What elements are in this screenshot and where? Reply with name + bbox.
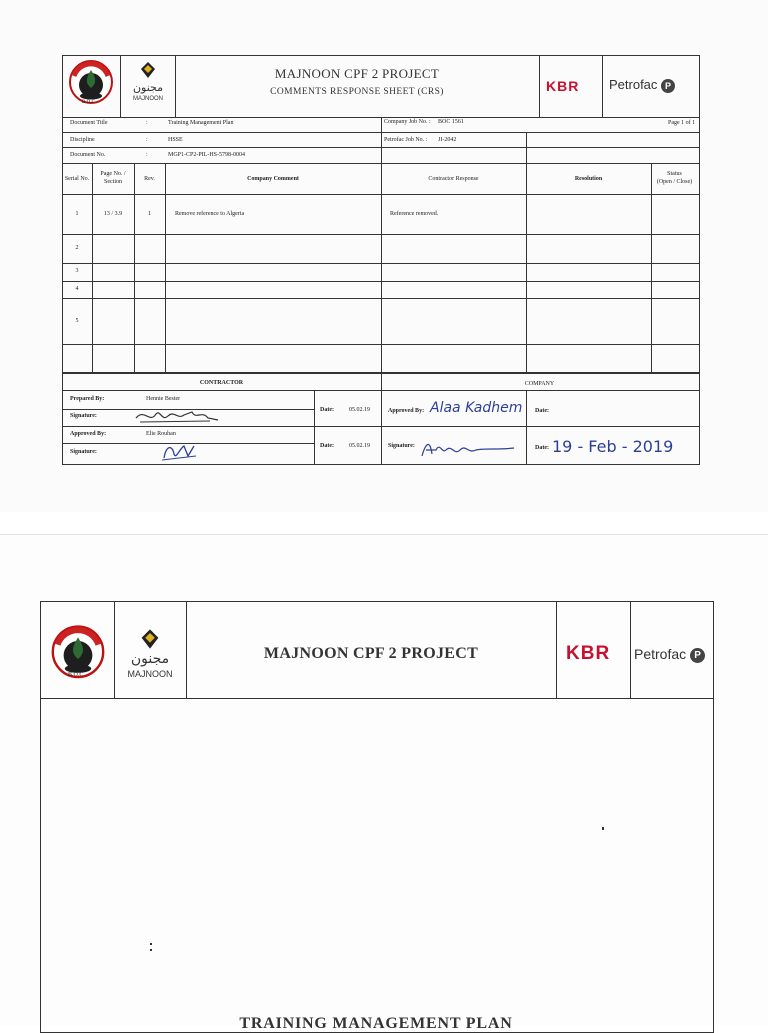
petrofac-mark-icon: P bbox=[661, 79, 675, 93]
document-page-cover bbox=[0, 534, 768, 1032]
doc-no-colon: : bbox=[146, 152, 148, 158]
approved-by-label: Approved By: bbox=[70, 431, 107, 437]
majnoon-logo bbox=[122, 58, 174, 113]
doc-title-colon: : bbox=[146, 120, 148, 126]
cover-body-title: TRAINING MANAGEMENT PLAN bbox=[239, 1015, 513, 1032]
crs-sheet-subtitle: COMMENTS RESPONSE SHEET (CRS) bbox=[270, 87, 444, 97]
scan-speck bbox=[150, 943, 152, 945]
date-label-2: Date: bbox=[320, 443, 334, 449]
row-1-rev: 1 bbox=[148, 211, 151, 217]
boc-logo-text: B.O.C bbox=[82, 100, 95, 105]
page-number: 1 bbox=[681, 120, 685, 126]
page-label: Page bbox=[668, 120, 680, 126]
prepared-by-signature bbox=[132, 406, 222, 428]
col-header-page-2: Section bbox=[104, 179, 122, 185]
majnoon-english-text: MAJNOON bbox=[127, 669, 173, 679]
petrofac-logo bbox=[609, 77, 675, 93]
date-label-1: Date: bbox=[320, 407, 334, 413]
page-total: 1 bbox=[692, 120, 696, 126]
petrofac-job-label: Petrofac Job No. : bbox=[384, 137, 428, 143]
discipline-colon: : bbox=[146, 137, 148, 143]
doc-no-value: MGP1-CP2-PIL-HS-5798-0004 bbox=[168, 152, 246, 158]
boc-logo bbox=[48, 623, 108, 683]
doc-no-label: Document No. bbox=[70, 152, 106, 158]
petrofac-mark-icon: P bbox=[690, 648, 705, 663]
col-header-resolution: Resolution bbox=[574, 176, 603, 182]
date-value-1: 05.02.19 bbox=[349, 407, 370, 413]
petrofac-logo-text: Petrofac bbox=[634, 646, 687, 662]
document-page-crs bbox=[0, 0, 768, 512]
approved-by-signature bbox=[160, 442, 200, 462]
row-1-serial: 1 bbox=[75, 211, 79, 217]
doc-title-label: Document Title bbox=[70, 120, 108, 126]
company-date-2-value: 19 - Feb - 2019 bbox=[552, 437, 674, 456]
row-4-serial: 4 bbox=[75, 286, 79, 292]
company-job-label: Company Job No. : bbox=[384, 119, 431, 125]
majnoon-arabic-text: مجنون bbox=[130, 651, 170, 667]
majnoon-english-text: MAJNOON bbox=[133, 96, 163, 102]
company-approved-by-label: Approved By: bbox=[388, 408, 425, 414]
company-signature bbox=[418, 438, 518, 462]
boc-logo bbox=[66, 58, 116, 108]
contractor-heading: CONTRACTOR bbox=[199, 380, 244, 386]
col-header-status-2: (Open / Close) bbox=[656, 179, 693, 185]
page-indicator bbox=[668, 120, 695, 127]
col-header-status-1: Status bbox=[667, 171, 682, 177]
petrofac-logo bbox=[634, 646, 705, 663]
majnoon-arabic-text: مجنون bbox=[132, 81, 164, 94]
company-date-label: Date: bbox=[535, 408, 549, 414]
col-header-page-1: Page No. / bbox=[100, 171, 126, 177]
company-approved-by-value: Alaa Kadhem bbox=[430, 400, 523, 416]
page-gap bbox=[0, 512, 768, 534]
row-5-serial: 5 bbox=[75, 318, 79, 324]
signature-label-1: Signature: bbox=[70, 413, 97, 419]
company-job-value: BOC 1561 bbox=[438, 119, 464, 125]
row-2-serial: 2 bbox=[75, 245, 79, 251]
petrofac-job-value: JI-2042 bbox=[438, 137, 457, 143]
discipline-value: HSSE bbox=[168, 137, 183, 143]
col-header-rev: Rev. bbox=[144, 176, 155, 182]
company-heading: COMPANY bbox=[524, 381, 555, 387]
crs-project-title: MAJNOON CPF 2 PROJECT bbox=[274, 66, 440, 81]
row-3-serial: 3 bbox=[75, 268, 79, 274]
signature-label-2: Signature: bbox=[70, 449, 97, 455]
company-date-2-label: Date: bbox=[535, 445, 549, 451]
scan-speck bbox=[602, 827, 604, 830]
cover-project-title: MAJNOON CPF 2 PROJECT bbox=[263, 645, 479, 662]
page-of-label: of bbox=[685, 120, 691, 126]
col-header-company-comment: Company Comment bbox=[247, 176, 299, 182]
kbr-logo: KBR bbox=[566, 643, 611, 664]
approved-by-value: Elie Rouhan bbox=[146, 431, 176, 437]
col-header-contractor-response: Contractor Response bbox=[428, 176, 479, 182]
boc-logo-text: B.O.C bbox=[68, 672, 84, 678]
date-value-2: 05.02.19 bbox=[349, 443, 370, 449]
company-signature-label: Signature: bbox=[388, 443, 415, 449]
kbr-logo: KBR bbox=[546, 78, 580, 94]
doc-title-value: Training Management Plan bbox=[168, 120, 234, 126]
prepared-by-label: Prepared By: bbox=[70, 396, 105, 402]
row-1-response: Reference removed. bbox=[390, 211, 439, 217]
row-1-comment: Remove reference to Algeria bbox=[175, 211, 245, 217]
col-header-serial: Serial No. bbox=[64, 176, 90, 182]
majnoon-logo bbox=[116, 625, 184, 685]
scan-speck bbox=[150, 949, 152, 951]
row-1-page: 13 / 3.9 bbox=[103, 211, 123, 217]
petrofac-logo-text: Petrofac bbox=[609, 77, 658, 92]
prepared-by-value: Hennie Bester bbox=[146, 396, 181, 402]
discipline-label: Discipline bbox=[70, 137, 95, 143]
